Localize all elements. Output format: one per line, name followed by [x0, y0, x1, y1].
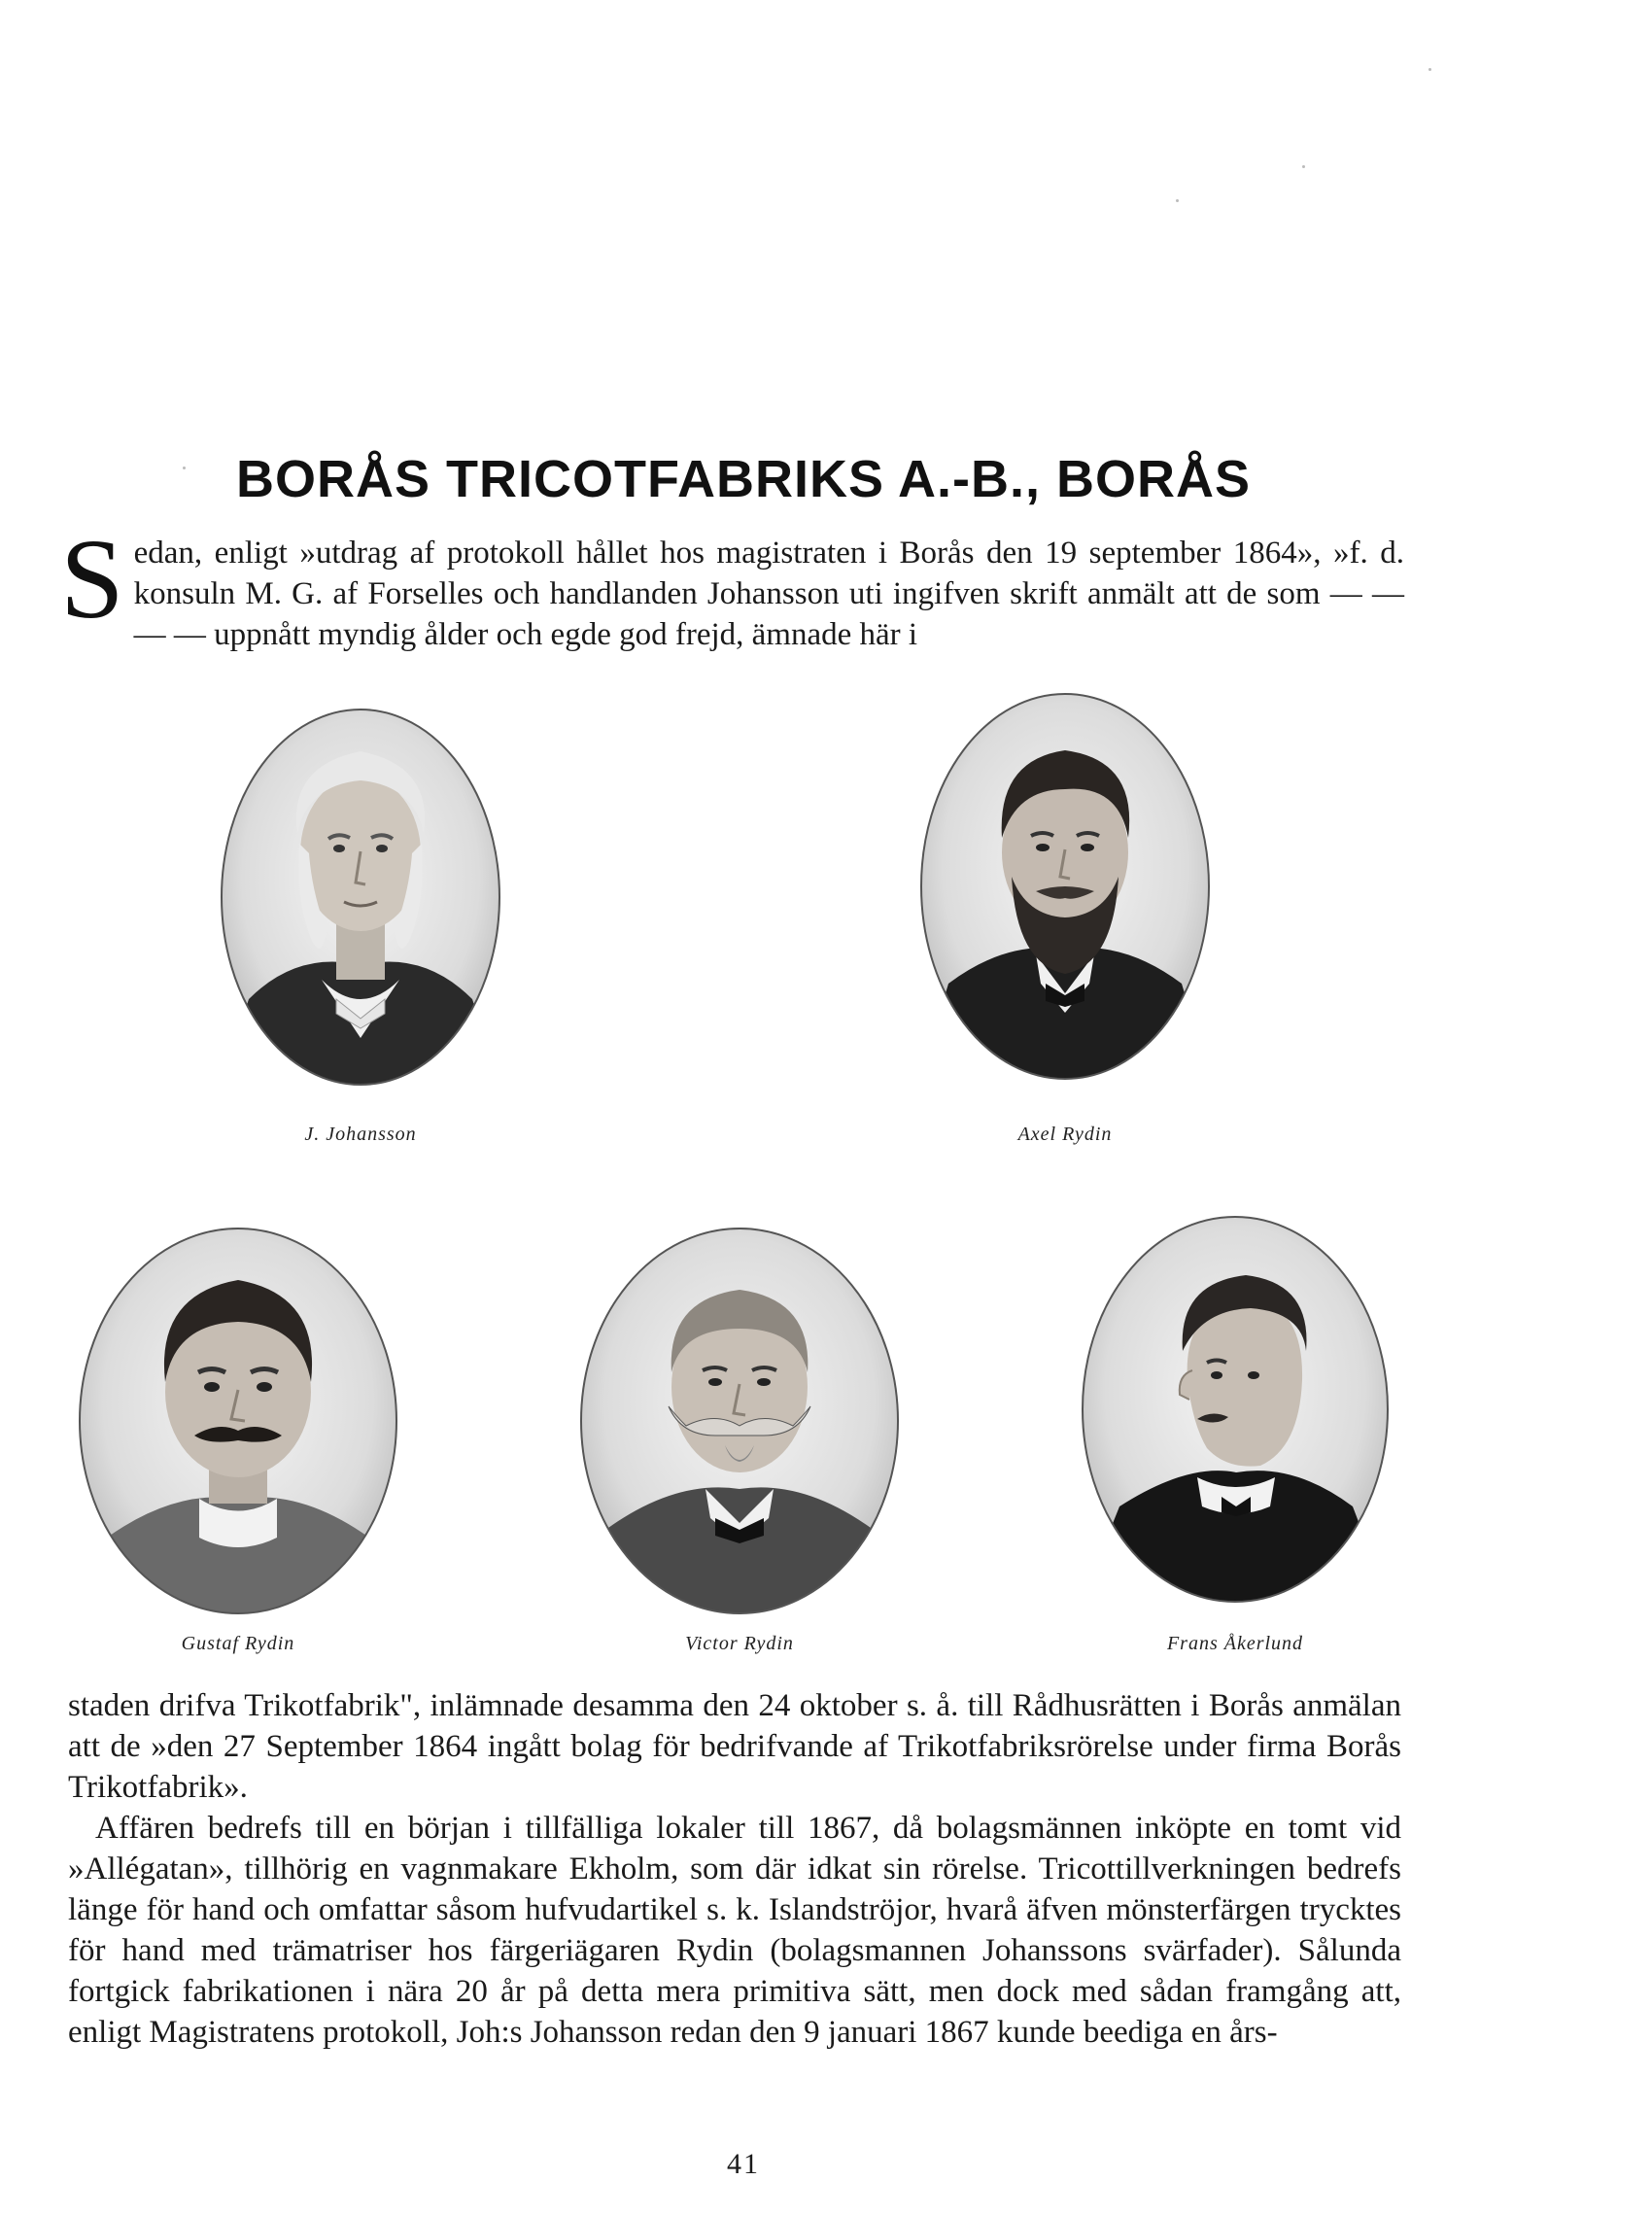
caption-j-johansson: J. Johansson — [304, 1124, 417, 1145]
portrait-gustaf-rydin — [78, 1227, 398, 1615]
body-paragraph-1: staden drifva Trikotfabrik", inlämnade desamma den 24 oktober s. å. till Rådhusrätten i Borås anmälan att de »den 27 September 1864 ingått bolag för bedrifvande af Trikotfabriksrörelse under firma Borås Trikotfabrik». — [68, 1688, 1401, 1805]
drop-cap: S — [60, 515, 124, 642]
page-number: 41 — [727, 2148, 760, 2180]
portrait-image — [919, 692, 1211, 1081]
portrait-image — [1081, 1215, 1390, 1604]
portrait-axel-rydin — [919, 692, 1211, 1081]
portrait-victor-rydin — [579, 1227, 900, 1615]
portrait-image — [78, 1227, 398, 1615]
portrait-image — [579, 1227, 900, 1615]
body-text — [68, 1685, 1401, 2053]
intro-text: edan, enligt »utdrag af protokoll hållet hos magistraten i Borås den 19 september 1864», »f. d. konsuln M. G. af Forselles och handlanden Johansson uti ingifven skrift anmält att de som — — — — uppnått myndig ålder och egde god frejd, ämnade här i — [133, 536, 1404, 652]
portrait-j-johansson — [220, 708, 501, 1087]
caption-axel-rydin: Axel Rydin — [1017, 1124, 1113, 1145]
body-paragraph-2: Affären bedrefs till en början i tillfälliga lokaler till 1867, då bolagsmännen inköpte en tomt vid »Allégatan», tillhörig en vagnmakare Ekholm, som där idkat sin rörelse. Tricottillverkningen bedrefs länge för hand och omfattar såsom hufvudartikel s. k. Islandströjor, hvarå äfven mönsterfärgen trycktes för hand med trämatriser hos färgeriägaren Rydin (bolagsmannen Johanssons svärfader). Sålunda fortgick fabrikationen i nära 20 år på detta mera primitiva sätt, men dock med sådan framgång att, enligt Magistratens protokoll, Joh:s Johansson redan den 9 januari 1867 kunde beediga en års- — [68, 1811, 1401, 2050]
portrait-image — [220, 708, 501, 1087]
caption-victor-rydin: Victor Rydin — [685, 1633, 794, 1654]
caption-frans-akerlund: Frans Åkerlund — [1166, 1633, 1304, 1654]
caption-gustaf-rydin: Gustaf Rydin — [181, 1633, 295, 1654]
intro-paragraph — [58, 515, 1404, 655]
portrait-frans-akerlund — [1081, 1215, 1390, 1604]
page-title: BORÅS TRICOTFABRIKS A.-B., BORÅS — [236, 450, 1251, 508]
